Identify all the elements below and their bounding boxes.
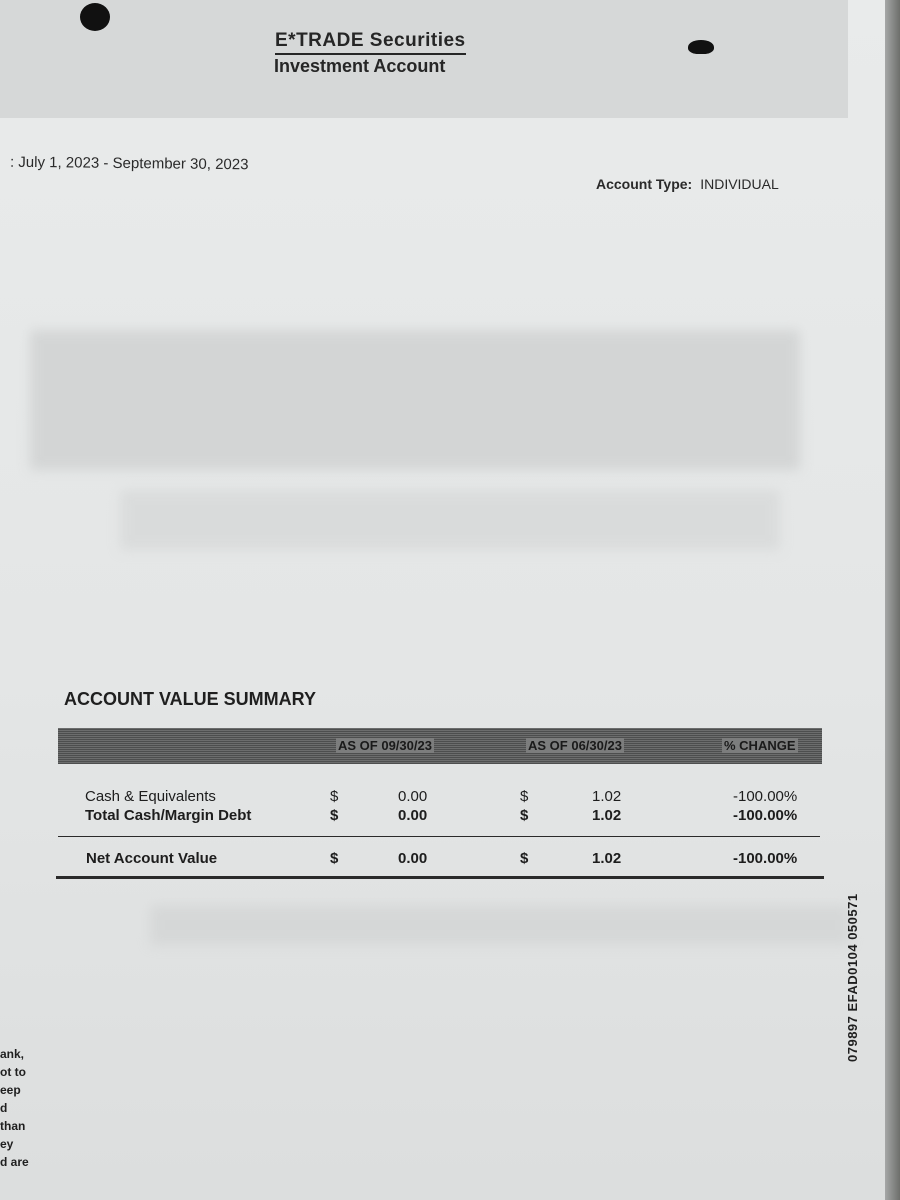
edge-text-fragment: ot to [0, 1065, 26, 1079]
column-header: % CHANGE [724, 738, 796, 753]
current-value: 0.00 [398, 788, 428, 805]
previous-value: 1.02 [592, 807, 622, 824]
total-label: Net Account Value [86, 850, 218, 867]
edge-text-fragment: ank, [0, 1047, 25, 1061]
brand-logo: E*TRADE Securities [275, 30, 466, 55]
currency-symbol: $ [520, 807, 529, 824]
account-type [596, 176, 779, 192]
account-subtitle: Investment Account [274, 56, 446, 76]
summary-table-header [58, 728, 822, 764]
punch-hole [688, 40, 714, 54]
edge-text-fragment: d are [0, 1155, 29, 1169]
currency-symbol: $ [520, 850, 529, 867]
punch-hole [80, 3, 110, 31]
account-type-value: INDIVIDUAL [700, 176, 779, 192]
account-type-label: Account Type: [596, 176, 693, 192]
currency-symbol: $ [330, 850, 339, 867]
percent-change: -100.00% [733, 788, 798, 805]
edge-text-fragment: ey [0, 1137, 14, 1151]
bleed-through-shading [30, 330, 800, 470]
divider [58, 836, 820, 837]
statement-period: : July 1, 2023 - September 30, 2023 [9, 153, 249, 174]
summary-title: ACCOUNT VALUE SUMMARY [64, 689, 316, 709]
edge-text-fragment: than [0, 1119, 26, 1133]
previous-value: 1.02 [592, 788, 622, 805]
bleed-through-shading [120, 490, 780, 550]
row-label: Cash & Equivalents [85, 788, 216, 805]
side-reference-code: 079897 EFAD0104 050571 [845, 893, 860, 1062]
currency-symbol: $ [330, 788, 339, 805]
total-underline [56, 876, 824, 879]
column-header: AS OF 09/30/23 [338, 738, 432, 753]
currency-symbol: $ [520, 788, 529, 805]
percent-change: -100.00% [733, 807, 798, 824]
table-row [0, 788, 900, 808]
current-value: 0.00 [398, 807, 428, 824]
currency-symbol: $ [330, 807, 339, 824]
edge-text-fragment: eep [0, 1083, 21, 1097]
edge-text-fragment: d [0, 1101, 8, 1115]
table-row [0, 807, 900, 827]
row-label: Total Cash/Margin Debt [85, 807, 252, 824]
total-previous-value: 1.02 [592, 850, 622, 867]
total-current-value: 0.00 [398, 850, 428, 867]
bleed-through-shading [150, 905, 850, 945]
total-row [0, 850, 900, 870]
column-header: AS OF 06/30/23 [528, 738, 622, 753]
total-percent-change: -100.00% [733, 850, 798, 867]
